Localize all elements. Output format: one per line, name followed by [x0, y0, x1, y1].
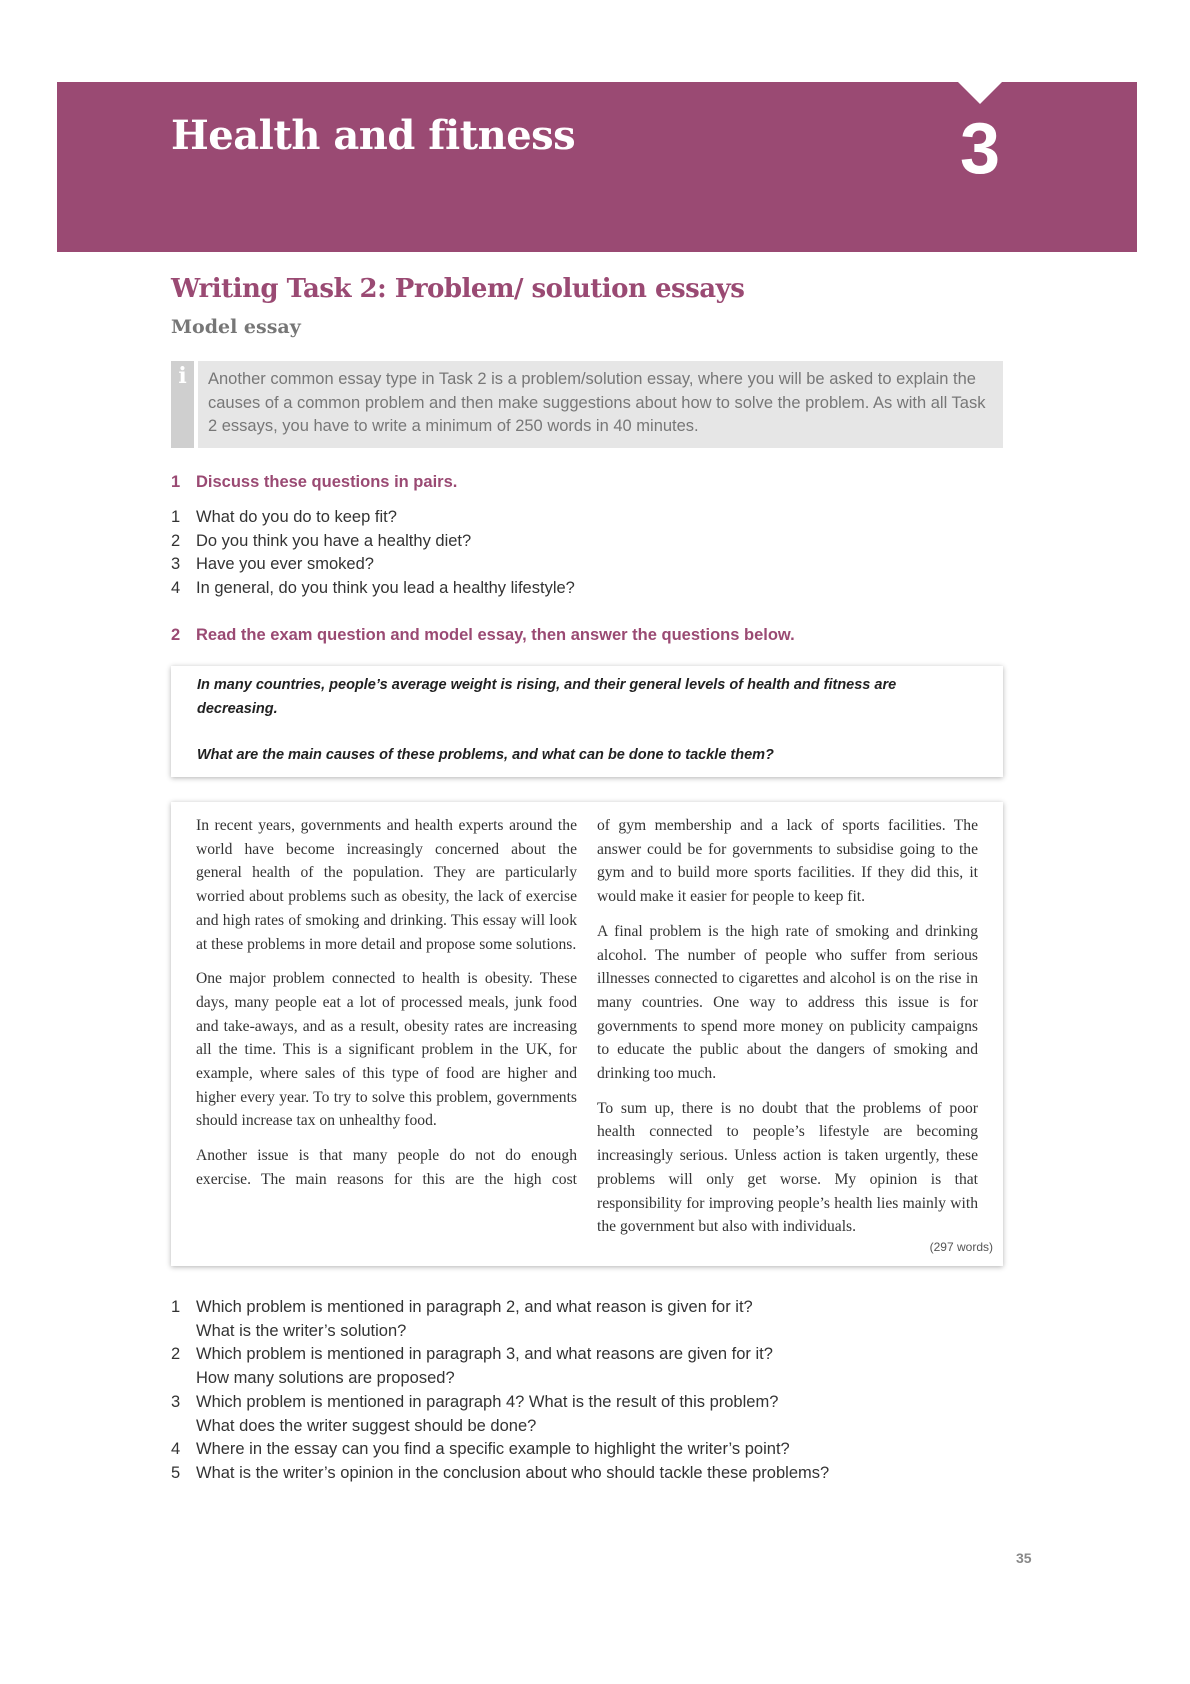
task-2-heading: [171, 626, 795, 645]
chapter-number: 3: [959, 109, 1001, 189]
item-line: Which problem is mentioned in paragraph 3, and what reasons are given for it?: [196, 1345, 773, 1364]
list-item: [171, 553, 575, 577]
list-item: [171, 577, 575, 601]
word-count: (297 words): [929, 1240, 993, 1254]
list-item: [171, 1462, 829, 1486]
chapter-title: Health and fitness: [171, 112, 576, 159]
item-number: 1: [171, 508, 181, 526]
item-number: 3: [171, 1392, 181, 1411]
essay-column-right: [597, 814, 978, 1250]
list-item: [171, 1343, 829, 1390]
list-item: [171, 1296, 829, 1343]
discussion-questions: [171, 506, 575, 601]
essay-paragraph: To sum up, there is no doubt that the problems of poor health connected to people’s lifestyle are becoming increasingly serious. Unless action is taken urgently, these problems will only get worse. My opinion is that responsibility for improving people’s health lies mainly with the government but also with individuals.: [597, 1099, 978, 1236]
item-number: 5: [171, 1463, 181, 1482]
section-heading: Writing Task 2: Problem/ solution essays: [171, 274, 745, 304]
model-essay: [171, 802, 1003, 1266]
essay-paragraph: In recent years, governments and health experts around the world have become increasingly concerned about the general health of the population. They are particularly worried about problems such as obesity, the lack of exercise and high rates of smoking and drinking. This essay will look at these problems in more detail and propose some solutions.: [196, 817, 577, 953]
item-number: 1: [171, 1298, 181, 1316]
banner-notch: [958, 82, 1002, 104]
exam-question-box: [171, 666, 1003, 777]
item-text: [196, 1391, 778, 1438]
info-body: [198, 361, 1003, 448]
essay-paragraph: One major problem connected to health is obesity. These days, many people eat a lot of processed meals, junk food and take-aways, and as a result, obesity rates are increasing all the time. This is a significant problem in the UK, for example, where sales of this type of food are higher and higher every year. To try to solve this problem, governments should increase tax on unhealthy food.: [196, 970, 577, 1130]
item-text: Do you think you have a healthy diet?: [196, 531, 472, 550]
list-item: [171, 1391, 829, 1438]
essay-paragraph: A final problem is the high rate of smoking and drinking alcohol. The number of people who suffer from serious illnesses connected to cigarettes and alcohol is on the rise in many countries. One way to address this issue is for governments to spend more money on publicity campaigns to educate the public about the dangers of smoking and drinking too much.: [597, 922, 978, 1083]
item-line: What does the writer suggest should be done?: [196, 1416, 537, 1435]
item-number: 4: [171, 1440, 181, 1459]
task-number: 2: [171, 626, 181, 644]
item-line: What is the writer’s solution?: [196, 1321, 407, 1340]
section-subheading: Model essay: [171, 316, 301, 338]
essay-column-left: [196, 814, 577, 1203]
list-item: [171, 1438, 829, 1462]
item-line: Which problem is mentioned in paragraph 4? What is the result of this problem?: [196, 1392, 779, 1411]
item-text: What is the writer’s opinion in the conclusion about who should tackle these problems?: [196, 1463, 830, 1482]
page-number: 35: [1016, 1550, 1032, 1566]
item-line: Which problem is mentioned in paragraph 2, and what reason is given for it?: [196, 1298, 753, 1316]
exam-statement: In many countries, people’s average weight is rising, and their general levels of health and fitness are decreasing.: [197, 677, 897, 717]
info-text: Another common essay type in Task 2 is a problem/solution essay, where you will be asked to explain the causes of a common problem and then make suggestions about how to solve the problem. As with all Task 2 essays, you have to write a minimum of 250 words in 40 minutes.: [208, 370, 986, 435]
comprehension-questions: [171, 1296, 829, 1486]
task-number: 1: [171, 473, 181, 491]
item-text: [196, 1296, 753, 1343]
list-item: [171, 530, 575, 554]
item-text: In general, do you think you lead a healthy lifestyle?: [196, 579, 575, 598]
item-line: How many solutions are proposed?: [196, 1369, 455, 1388]
item-text: [196, 1343, 773, 1390]
item-text: Have you ever smoked?: [196, 555, 374, 574]
exam-question: What are the main causes of these problems, and what can be done to tackle them?: [197, 747, 774, 763]
essay-paragraph: Another issue is that many people do not do enough exercise. The main reasons for this are the high cost: [196, 1147, 577, 1188]
info-box: [171, 361, 1003, 448]
item-text: What do you do to keep fit?: [196, 508, 397, 526]
task-1-heading: [171, 473, 457, 492]
task-instruction: Discuss these questions in pairs.: [196, 473, 458, 491]
item-number: 2: [171, 531, 181, 550]
item-number: 2: [171, 1345, 181, 1364]
info-icon: i: [171, 361, 194, 448]
item-number: 3: [171, 555, 181, 574]
task-instruction: Read the exam question and model essay, then answer the questions below.: [196, 626, 795, 644]
item-text: Where in the essay can you find a specific example to highlight the writer’s point?: [196, 1440, 790, 1459]
list-item: [171, 506, 575, 530]
essay-paragraph: of gym membership and a lack of sports facilities. The answer could be for governments to subsidise going to the gym and to build more sports facilities. If they did this, it would make it easier for people to keep fit.: [597, 817, 978, 906]
item-number: 4: [171, 579, 181, 598]
